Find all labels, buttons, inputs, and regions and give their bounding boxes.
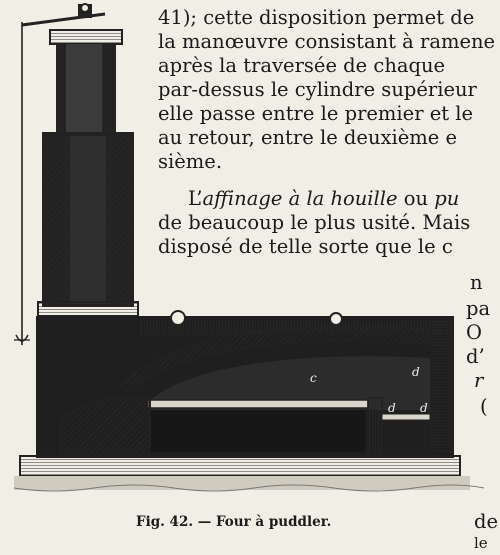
text-line-2: la manœuvre consistant à ramene — [158, 30, 496, 53]
figure-label-c: c — [310, 371, 317, 385]
furnace-foundation — [14, 456, 484, 491]
right-frag-6: ( — [480, 395, 488, 418]
bottom-frag-2: le — [474, 534, 488, 552]
para-italic-2: pu — [434, 187, 460, 210]
figure-label-d1: d — [412, 365, 420, 379]
right-frag-1: n — [470, 271, 483, 294]
text-line-10: disposé de telle sorte que le c — [158, 235, 453, 258]
text-line-3: après la traversée de chaque — [158, 54, 446, 77]
chimney — [38, 44, 138, 316]
text-line-9: de beaucoup le plus usité. Mais — [158, 211, 471, 234]
right-frag-5: r — [474, 369, 484, 392]
text-line-7: sième. — [158, 150, 223, 173]
figure-label-d2: d — [388, 401, 396, 415]
para-italic-1: affinage à la houille — [202, 187, 398, 210]
para-prefix: L’ — [188, 187, 203, 210]
figure-label-a: a — [66, 413, 74, 427]
text-line-5: elle passe entre le premier et le — [158, 102, 474, 125]
paragraph-start — [188, 187, 459, 210]
right-frag-2: pa — [466, 297, 491, 320]
figure-label-d3: d — [420, 401, 428, 415]
right-frag-4: d’ — [466, 345, 485, 368]
figure-caption: Fig. 42. — Four à puddler. — [136, 514, 332, 530]
bottom-frag-1: de — [474, 510, 499, 533]
text-line-1: 41); cette disposition permet de — [158, 6, 475, 29]
chimney-cap — [50, 30, 122, 44]
furnace-body — [36, 311, 454, 458]
text-line-4: par-dessus le cylindre supérieur — [158, 78, 477, 101]
text-line-6: au retour, entre le deuxième e — [158, 126, 458, 149]
right-frag-3: O — [466, 321, 482, 344]
para-mid: ou — [397, 187, 435, 210]
